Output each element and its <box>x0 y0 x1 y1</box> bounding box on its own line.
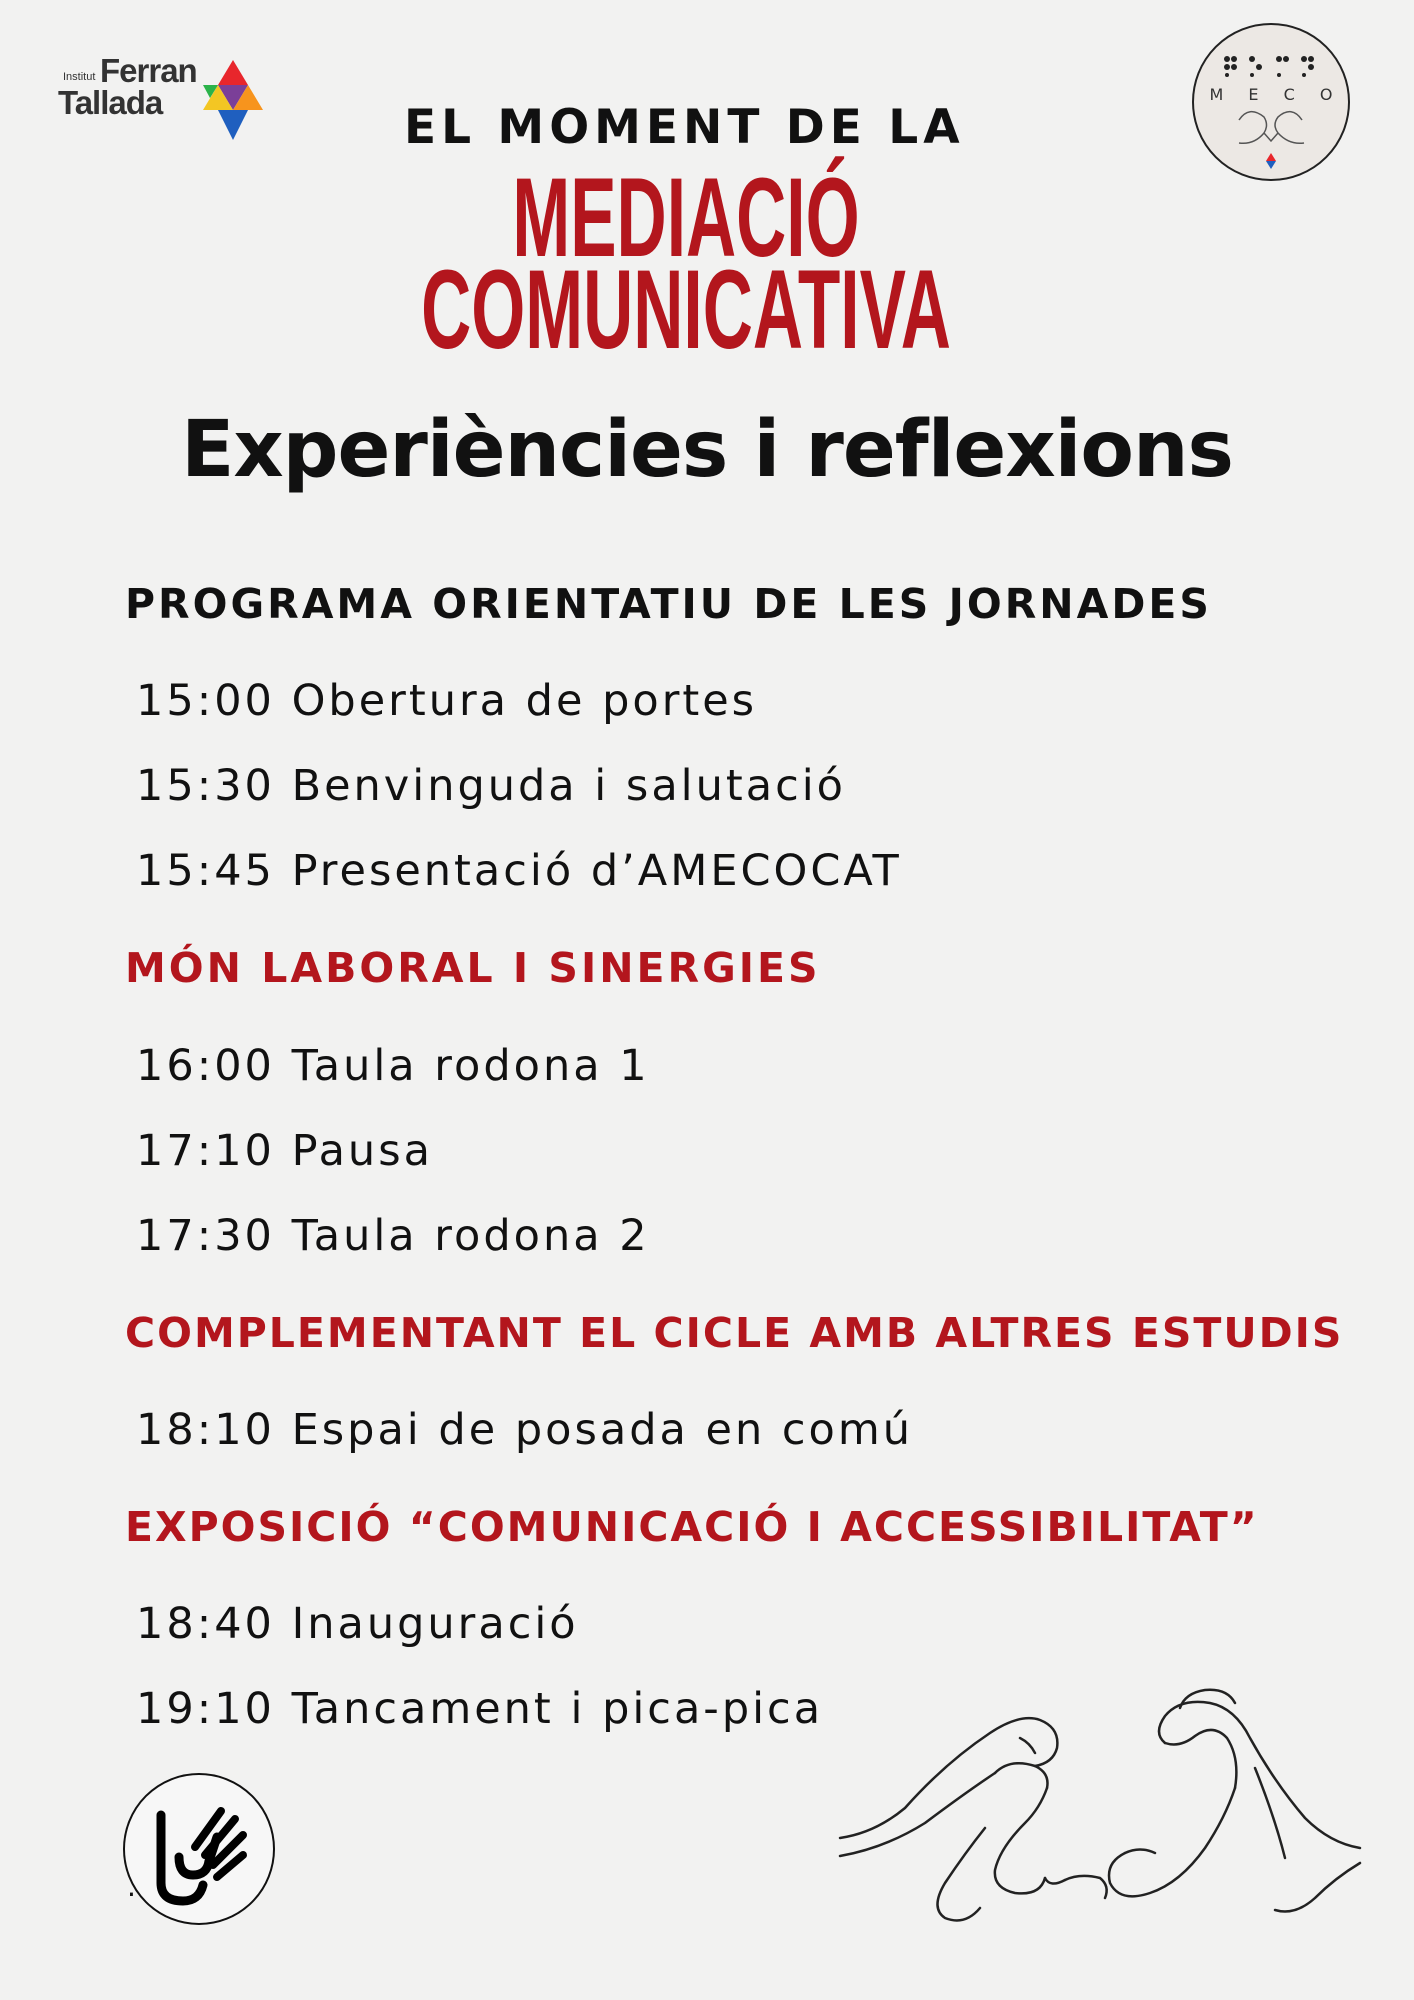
schedule-item: 19:10 Tancament i pica-pica <box>136 1684 824 1734</box>
triangle-logo-icon <box>198 60 268 145</box>
school-logo-line2: Tallada <box>58 84 163 121</box>
program-heading: PROGRAMA ORIENTATIU DE LES JORNADES <box>125 580 1212 628</box>
heart-hands-icon <box>835 1648 1365 1928</box>
school-logo-line1: Ferran <box>100 52 197 89</box>
school-logo <box>58 50 268 145</box>
schedule-item: 16:00 Taula rodona 1 <box>136 1041 650 1091</box>
subtitle: Experiències i reflexions <box>181 405 1233 495</box>
meco-logo-text: M E C O <box>1209 85 1343 104</box>
pretitle: EL MOMENT DE LA <box>404 100 965 155</box>
sign-language-hand-icon <box>125 1775 273 1923</box>
schedule-item: 17:10 Pausa <box>136 1126 433 1176</box>
meco-logo <box>1192 23 1350 181</box>
title-line-2: COMUNICATIVA <box>421 247 951 372</box>
section-title-exposicio: EXPOSICIÓ “COMUNICACIÓ I ACCESSIBILITAT” <box>125 1503 1259 1551</box>
schedule-item: 15:00 Obertura de portes <box>136 676 758 726</box>
sign-language-logo <box>123 1773 275 1925</box>
schedule-item: 15:30 Benvinguda i salutació <box>136 761 846 811</box>
section-title-complementant: COMPLEMENTANT EL CICLE AMB ALTRES ESTUDIS <box>125 1309 1344 1357</box>
footer-dot: . <box>127 1870 136 1903</box>
section-title-mon-laboral: MÓN LABORAL I SINERGIES <box>125 944 821 992</box>
schedule-item: 18:40 Inauguració <box>136 1599 579 1649</box>
schedule-item: 17:30 Taula rodona 2 <box>136 1211 650 1261</box>
schedule-item: 18:10 Espai de posada en comú <box>136 1405 913 1455</box>
schedule-item: 15:45 Presentació d’AMECOCAT <box>136 846 902 896</box>
school-logo-small-text: Institut <box>63 71 96 83</box>
title-line-1: MEDIACIÓ <box>512 155 860 280</box>
